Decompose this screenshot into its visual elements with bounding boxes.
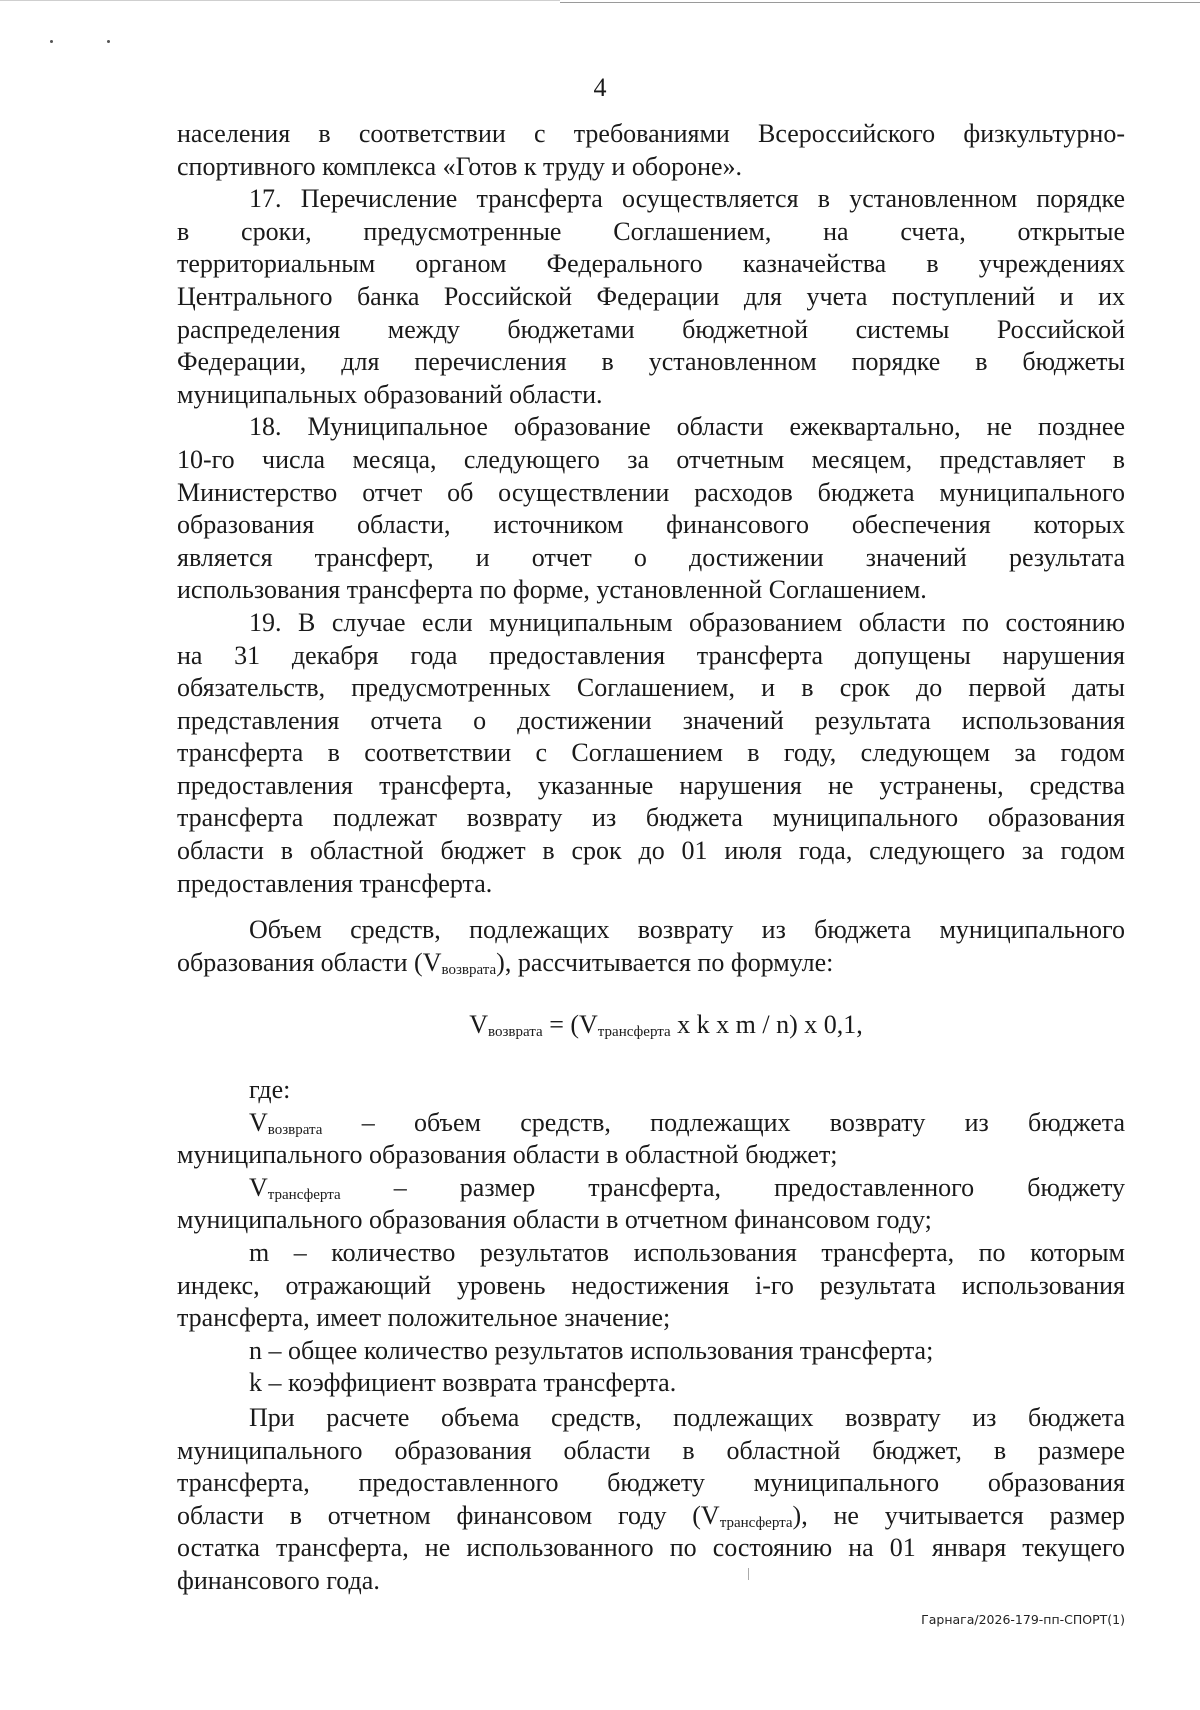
final-paragraph-line: области в отчетном финансовом году $(V_{трансферта})$, не учитывается размер [177,1500,1125,1531]
document-body [177,118,1125,1598]
definition-v-transfer-line: муниципального образования области в отчетном финансовом году; [177,1205,932,1235]
definition-v-return-line: муниципального образования области в областной бюджет; [177,1140,838,1170]
final-paragraph-line: муниципального образования области в областной бюджет, в размере [177,1435,1125,1465]
paragraph-19-line: представления отчета о достижении значений результата использования [177,705,1125,735]
paragraph-19-line: на 31 декабря года предоставления трансферта допущены нарушения [177,640,1125,670]
paragraph-18-line: 18. Муниципальное образование области ежеквартально, не позднее [249,412,1125,442]
document-code-footer: Гарнага/2026-179-пп-СПОРТ(1) [921,1612,1125,1627]
definition-m-line: трансферта, имеет положительное значение; [177,1303,671,1333]
paragraph-18-line: образования области, источником финансового обеспечения которых [177,510,1125,540]
paragraph-19-line: предоставления трансферта. [177,868,493,898]
final-paragraph-line: трансферта, предоставленного бюджету муниципального образования [177,1468,1125,1498]
definition-m-line: m – количество результатов использования трансферта, по которым [249,1238,1125,1267]
paragraph-18-line: 10-го числа месяца, следующего за отчетным месяцем, представляет в [177,444,1125,474]
volume-paragraph-line: образования области $(V_{возврата})$, рассчитывается по формуле: [177,947,834,978]
scan-mark [748,1568,749,1580]
definition-v-transfer-line: $V_{трансферта}$ – размер трансферта, предоставленного бюджету [249,1172,1125,1203]
volume-paragraph-line: Объем средств, подлежащих возврату из бюджета муниципального [249,915,1125,945]
text-line: населения в соответствии с требованиями Всероссийского физкультурно- [177,119,1125,148]
paragraph-19-line: области в областной бюджет в срок до 01 июля года, следующего за годом [177,836,1125,866]
paragraph-19-line: трансферта в соответствии с Соглашением в году, следующем за годом [177,738,1125,768]
scan-edge-line [560,2,1200,3]
paragraph-18-line: использования трансферта по форме, установленной Соглашением. [177,575,927,605]
final-paragraph-line: остатка трансферта, не использованного по состоянию на 01 января текущего [177,1533,1125,1563]
return-formula: $V_{возврата} = (V_{трансферта}$ x k x m / n) x 0,1, [469,1010,863,1041]
paragraph-18-line: является трансферт, и отчет о достижении значений результата [177,542,1125,572]
paragraph-17-line: муниципальных образований области. [177,379,603,409]
definition-k-line: k – коэффициент возврата трансферта. [249,1368,677,1398]
paragraph-17-line: 17. Перечисление трансферта осуществляется в установленном порядке [249,184,1125,214]
definition-m-line: индекс, отражающий уровень недостижения i-го результата использования [177,1270,1125,1300]
paragraph-17-line: распределения между бюджетами бюджетной системы Российской [177,314,1125,344]
scan-edge-line [0,0,560,1]
definition-v-return-line: $V_{возврата}$ – объем средств, подлежащих возврату из бюджета [249,1107,1125,1138]
paragraph-17-line: Федерации, для перечисления в установленном порядке в бюджеты [177,347,1125,377]
paragraph-19-line: трансферта подлежат возврату из бюджета муниципального образования [177,803,1125,833]
paragraph-18-line: Министерство отчет об осуществлении расходов бюджета муниципального [177,477,1125,507]
paragraph-17-line: в сроки, предусмотренные Соглашением, на счета, открытые [177,216,1125,246]
page-number: 4 [593,73,607,102]
paragraph-19-line: обязательств, предусмотренных Соглашением, и в срок до первой даты [177,673,1125,703]
scan-speck [50,40,53,43]
text-line: спортивного комплекса «Готов к труду и обороне». [177,151,743,181]
paragraph-19-line: предоставления трансферта, указанные нарушения не устранены, средства [177,770,1125,800]
paragraph-17-line: территориальным органом Федерального казначейства в учреждениях [177,249,1125,279]
final-paragraph-line: При расчете объема средств, подлежащих возврату из бюджета [249,1402,1125,1432]
paragraph-19-line: 19. В случае если муниципальным образованием области по состоянию [249,607,1125,637]
definition-n-line: n – общее количество результатов использования трансферта; [249,1335,934,1365]
paragraph-17-line: Центрального банка Российской Федерации для учета поступлений и их [177,281,1125,311]
where-label: где: [249,1075,291,1105]
scan-speck [107,40,110,43]
final-paragraph-line: финансового года. [177,1565,380,1595]
